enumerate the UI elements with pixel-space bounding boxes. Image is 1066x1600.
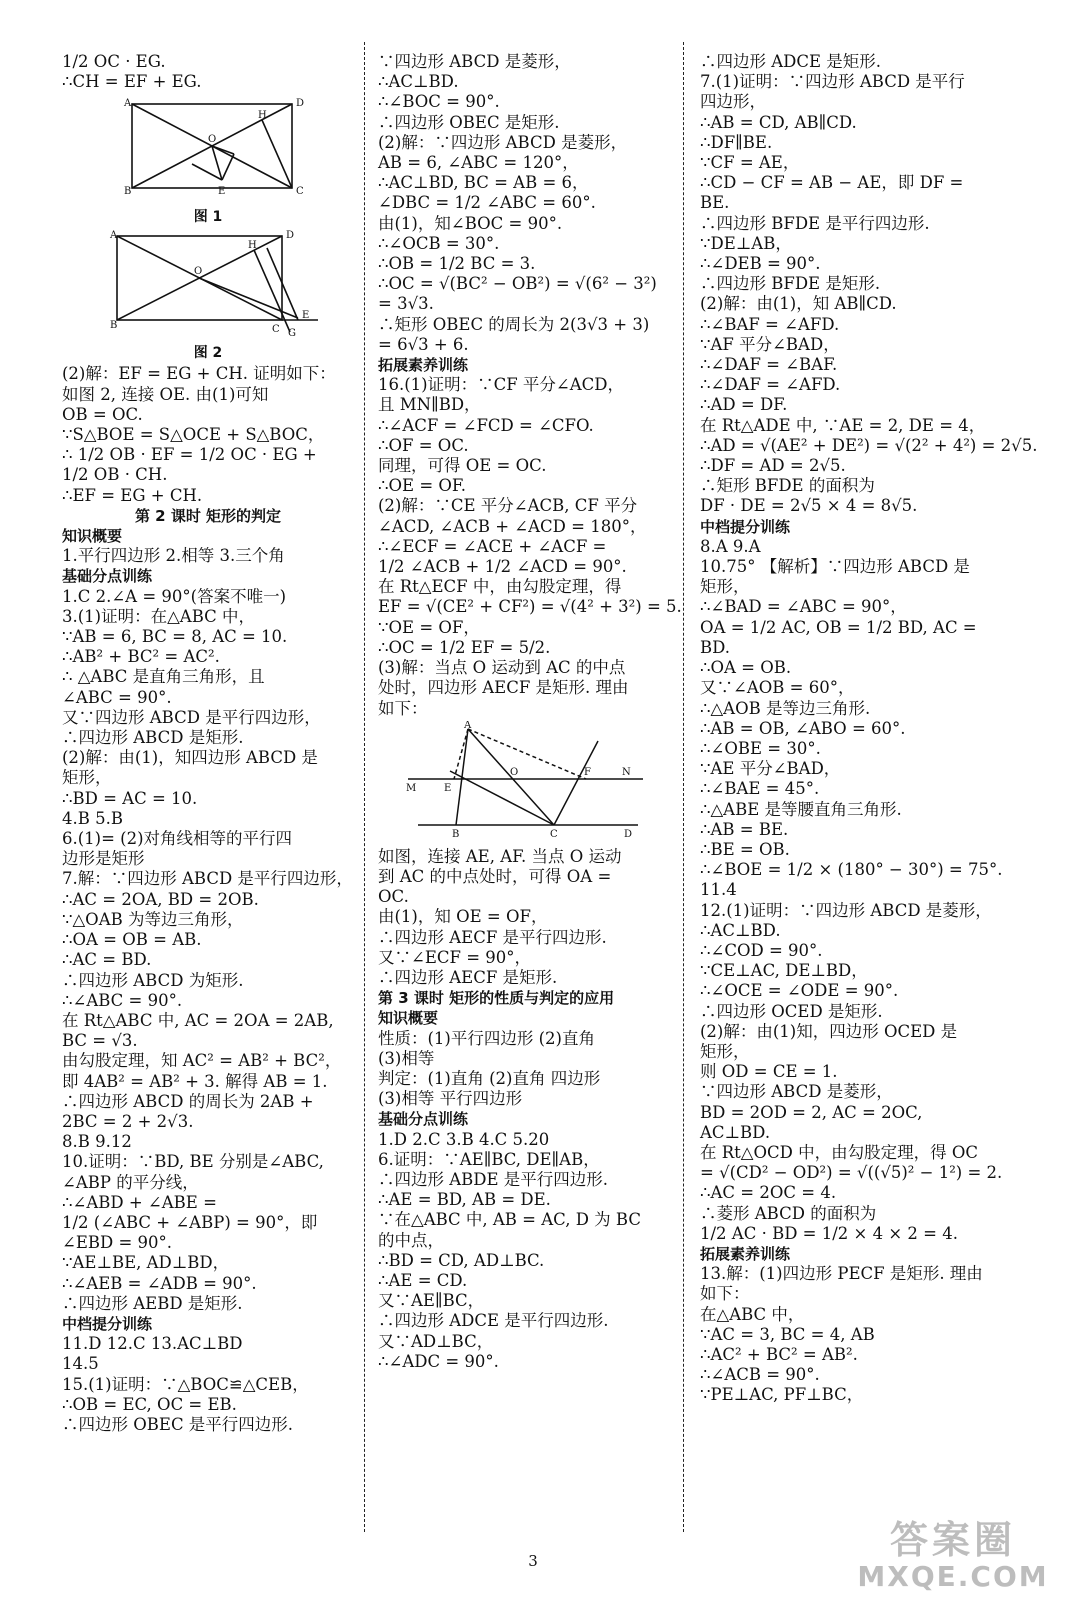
svg-text:E: E: [218, 186, 226, 198]
text-line: (2)解：∵四边形 ABCD 是菱形，: [378, 132, 628, 152]
text-line: ∴∠DEB = 90°.: [700, 254, 821, 274]
text-line: ∴∠AEB = ∠ADB = 90°.: [62, 1273, 257, 1293]
column-2: [378, 52, 682, 1372]
column-2-top-lines: [378, 52, 682, 719]
svg-text:C: C: [550, 828, 558, 840]
text-line: ∴AD = DF.: [700, 395, 788, 415]
text-line: ∴CD − CF = AB − AE，即 DF =: [700, 173, 964, 193]
text-line: 如图 2, 连接 OE. 由(1)可知: [62, 384, 269, 404]
text-line: ∴AD = √(AE² + DE²) = √(2² + 4²) = 2√5.: [700, 435, 1038, 455]
text-line: ∴AC = 2OA, BD = 2OB.: [62, 889, 259, 909]
text-line: 矩形，: [62, 768, 112, 788]
text-line: ∵AB = 6, BC = 8, AC = 10.: [62, 627, 288, 647]
text-line: AB = 6, ∠ABC = 120°，: [378, 153, 579, 173]
text-line: 在 Rt△ECF 中，由勾股定理，得: [378, 577, 622, 597]
figure-2-diagram: [62, 228, 342, 340]
text-line: 四边形，: [700, 92, 766, 112]
text-line: ∴∠ACB = 90°.: [700, 1365, 820, 1385]
text-line: (2)解：由(1)，知四边形 ABCD 是: [62, 748, 318, 768]
text-line: 6.证明：∵AE∥BC, DE∥AB，: [378, 1149, 600, 1169]
text-line: 由勾股定理，知 AC² = AB² + BC²，: [62, 1051, 342, 1071]
text-line: 11.D 12.C 13.AC⊥BD: [62, 1334, 243, 1354]
text-line: ∴OE = OF.: [378, 476, 467, 496]
text-line: ∠ACD, ∠ACB + ∠ACD = 180°，: [378, 516, 647, 536]
column-divider-1: [364, 42, 365, 1532]
text-line: ∵△OAB 为等边三角形，: [62, 909, 244, 929]
text-line: 则 OD = CE = 1.: [700, 1062, 838, 1082]
svg-text:A: A: [124, 98, 132, 110]
text-line: 且 MN∥BD，: [378, 395, 481, 415]
figure-3-diagram: [378, 721, 648, 841]
text-line: EF = √(CE² + CF²) = √(4² + 3²) = 5.: [378, 597, 682, 617]
text-line: ∴四边形 AECF 是平行四边形.: [378, 927, 607, 947]
figure-1: [62, 94, 354, 226]
figure-3: [378, 721, 670, 845]
text-line: 又∵四边形 ABCD 是平行四边形，: [62, 707, 321, 727]
text-line: ∵OE = OF，: [378, 617, 480, 637]
text-line: 1.C 2.∠A = 90°(答案不唯一): [62, 586, 287, 606]
svg-text:N: N: [622, 766, 631, 778]
text-line: ∴AB = CD, AB∥CD.: [700, 112, 857, 132]
text-line: ∵CE⊥AC, DE⊥BD，: [700, 961, 868, 981]
text-line: 由(1)，知 OE = OF，: [378, 907, 548, 927]
text-line: ∴OC = √(BC² − OB²) = √(6² − 3²): [378, 274, 657, 294]
text-line: ∴四边形 ADCE 是矩形.: [700, 52, 882, 71]
text-line: ∵PE⊥AC, PF⊥BC，: [700, 1385, 864, 1405]
svg-text:D: D: [296, 98, 305, 110]
text-line: 7.(1)证明：∵四边形 ABCD 是平行: [700, 72, 965, 92]
text-line: ∴DF∥BE.: [700, 132, 773, 152]
text-line: 15.(1)证明：∵△BOC≌△CEB，: [62, 1374, 309, 1394]
text-line: 如下：: [700, 1284, 750, 1304]
text-line: 2BC = 2 + 2√3.: [62, 1111, 194, 1131]
section-heading: 基础分点训练: [62, 567, 153, 586]
text-line: ∵CF = AE，: [700, 153, 800, 173]
section-heading: 第 2 课时 矩形的判定: [134, 506, 282, 525]
text-line: ∴AB = BE.: [700, 819, 789, 839]
text-line: ∴∠OCE = ∠ODE = 90°.: [700, 981, 899, 1001]
text-line: OB = OC.: [62, 404, 143, 424]
text-line: OC.: [378, 887, 409, 907]
text-line: ∴四边形 ABCD 为矩形.: [62, 970, 244, 990]
text-line: ∴∠OCB = 30°.: [378, 233, 500, 253]
text-line: ∴四边形 ADCE 是平行四边形.: [378, 1311, 609, 1331]
text-line: ∵AC = 3, BC = 4, AB: [700, 1324, 875, 1344]
text-line: ∴AC = 2OC = 4.: [700, 1183, 837, 1203]
page-number: 3: [528, 1552, 538, 1570]
text-line: ∴四边形 AEBD 是矩形.: [62, 1293, 243, 1313]
text-line: ∴OA = OB.: [700, 658, 792, 678]
text-line: 在 Rt△ABC 中, AC = 2OA = 2AB,: [62, 1010, 334, 1030]
svg-text:E: E: [302, 310, 310, 322]
svg-text:C: C: [296, 186, 304, 198]
text-line: ∴ △ABC 是直角三角形，且: [62, 667, 265, 687]
text-line: = 6√3 + 6.: [378, 334, 469, 354]
text-line: ∴OF = OC.: [378, 435, 469, 455]
text-line: 判定：(1)直角 (2)直角 四边形: [378, 1068, 601, 1088]
text-line: ∴四边形 ABDE 是平行四边形.: [378, 1169, 609, 1189]
text-line: 4.B 5.B: [62, 808, 123, 828]
text-line: ∵AE 平分∠BAD，: [700, 759, 841, 779]
text-line: ∴BD = AC = 10.: [62, 788, 198, 808]
section-heading: 拓展素养训练: [378, 356, 469, 375]
text-line: ∴EF = EG + CH.: [62, 485, 203, 505]
text-line: ∴∠ECF = ∠ACE + ∠ACF =: [378, 536, 607, 556]
text-line: 又∵AE∥BC，: [378, 1291, 485, 1311]
figure-2: [62, 228, 354, 362]
text-line: AC⊥BD.: [700, 1122, 771, 1142]
text-line: ∴∠BAF = ∠AFD.: [700, 314, 840, 334]
text-line: 矩形，: [700, 577, 750, 597]
text-line: 即 4AB² = AB² + 3. 解得 AB = 1.: [62, 1071, 328, 1091]
text-line: ∴OC = 1/2 EF = 5/2.: [378, 637, 551, 657]
section-heading: 第 3 课时 矩形的性质与判定的应用: [378, 989, 615, 1008]
text-line: = 3√3.: [378, 294, 434, 314]
text-line: ∴四边形 OBEC 是平行四边形.: [62, 1414, 294, 1434]
section-heading: 拓展素养训练: [700, 1244, 791, 1263]
column-1-proof: [62, 364, 354, 505]
text-line: ∴AC² + BC² = AB².: [700, 1345, 858, 1364]
text-line: ∴AC⊥BD, BC = AB = 6，: [378, 173, 589, 193]
column-2-section: [378, 847, 670, 1372]
text-line: 在 Rt△OCD 中，由勾股定理，得 OC: [700, 1142, 979, 1162]
svg-text:M: M: [406, 782, 417, 794]
svg-text:O: O: [194, 266, 203, 278]
text-line: ∴∠DAF = ∠BAF.: [700, 355, 838, 375]
text-line: 到 AC 的中点处时，可得 OA =: [378, 866, 612, 886]
svg-text:H: H: [248, 240, 257, 252]
text-line: ∴∠ADC = 90°.: [378, 1351, 499, 1371]
text-line: ∵四边形 ABCD 是菱形，: [378, 52, 571, 71]
text-line: (2)解：EF = EG + CH. 证明如下：: [62, 364, 336, 384]
figure-1-caption: 图 1: [193, 209, 223, 226]
svg-text:O: O: [208, 134, 217, 146]
text-line: 在 Rt△ADE 中, ∵AE = 2, DE = 4，: [700, 415, 986, 435]
text-line: ∴∠OBE = 30°.: [700, 738, 821, 758]
svg-text:B: B: [452, 828, 460, 840]
watermark-logo: 答案圈 MXQE.COM: [857, 1518, 1049, 1593]
text-line: ∴AC⊥BD.: [378, 72, 459, 92]
text-line: ∴四边形 ABCD 是矩形.: [62, 728, 244, 748]
text-line: 又∵∠ECF = 90°，: [378, 947, 532, 967]
text-line: (2)解：由(1)知，四边形 OCED 是: [700, 1021, 958, 1041]
text-line: BD.: [700, 637, 731, 657]
text-line: 7.解：∵四边形 ABCD 是平行四边形，: [62, 869, 353, 889]
text-line: 1.D 2.C 3.B 4.C 5.20: [378, 1129, 550, 1149]
text-line: (3)相等 平行四边形: [378, 1089, 523, 1109]
section-heading: 中档提分训练: [700, 517, 791, 536]
text-line: 又∵∠AOB = 60°，: [700, 678, 855, 698]
column-1-top-lines: [62, 52, 354, 92]
text-line: DF · DE = 2√5 × 4 = 8√5.: [700, 496, 918, 516]
text-line: 8.A 9.A: [700, 536, 761, 556]
text-line: ∴∠ACF = ∠FCD = ∠CFO.: [378, 415, 594, 435]
text-line: ∴矩形 OBEC 的周长为 2(3√3 + 3): [378, 314, 650, 334]
svg-text:G: G: [288, 328, 296, 340]
text-line: 处时，四边形 AECF 是矩形. 理由: [378, 678, 629, 698]
text-line: 又∵AD⊥BC，: [378, 1331, 494, 1351]
text-line: 14.5: [62, 1354, 99, 1374]
text-line: 13.解：(1)四边形 PECF 是矩形. 理由: [700, 1264, 983, 1284]
text-line: ∴四边形 AECF 是矩形.: [378, 967, 558, 987]
text-line: ∴∠COD = 90°.: [700, 940, 823, 960]
text-line: 1/2 AC · BD = 1/2 × 4 × 2 = 4.: [700, 1223, 958, 1243]
text-line: 的中点，: [378, 1230, 444, 1250]
svg-text:B: B: [124, 186, 132, 198]
text-line: ∵S△BOE = S△OCE + S△BOC，: [62, 425, 325, 445]
text-line: 1/2 (∠ABC + ∠ABP) = 90°，即: [62, 1212, 318, 1232]
svg-text:C: C: [272, 324, 280, 336]
text-line: 10.75° 【解析】∵四边形 ABCD 是: [700, 557, 970, 577]
text-line: ∴AC = BD.: [62, 950, 152, 970]
text-line: ∵DE⊥AB，: [700, 233, 792, 253]
text-line: ∴∠BOE = 1/2 × (180° − 30°) = 75°.: [700, 860, 1003, 880]
svg-text:B: B: [110, 320, 118, 332]
text-line: 矩形，: [700, 1041, 750, 1061]
text-line: ∴AB = OB, ∠ABO = 60°.: [700, 718, 906, 738]
text-line: 由(1)，知∠BOC = 90°.: [378, 213, 563, 233]
text-line: ∴矩形 BFDE 的面积为: [700, 476, 875, 496]
text-line: ∴BE = OB.: [700, 839, 790, 859]
text-line: 1/2 OC · EG.: [62, 52, 166, 71]
text-line: 8.B 9.12: [62, 1132, 132, 1152]
text-line: ∴∠ABC = 90°.: [62, 990, 183, 1010]
text-line: ∴AB² + BC² = AC².: [62, 647, 220, 667]
text-line: 12.(1)证明：∵四边形 ABCD 是菱形，: [700, 900, 992, 920]
text-line: ∴BD = CD, AD⊥BC.: [378, 1250, 545, 1270]
text-line: ∴∠BAD = ∠ABC = 90°，: [700, 597, 907, 617]
section-heading: 知识概要: [62, 527, 123, 546]
text-line: ∴四边形 ABCD 的周长为 2AB +: [62, 1091, 314, 1111]
text-line: ∴△AOB 是等边三角形.: [700, 698, 871, 718]
svg-text:E: E: [444, 782, 452, 794]
text-line: ∴△ABE 是等腰直角三角形.: [700, 799, 902, 819]
text-line: ∴∠DAF = ∠AFD.: [700, 375, 841, 395]
column-3-lines: [700, 52, 1038, 1406]
figure-2-caption: 图 2: [193, 345, 223, 362]
text-line: 6.(1)= (2)对角线相等的平行四: [62, 829, 293, 849]
text-line: ∴AC⊥BD.: [700, 920, 781, 940]
column-divider-2: [683, 42, 684, 1532]
svg-text:A: A: [110, 230, 118, 242]
text-line: 如下：: [378, 698, 428, 718]
text-line: BE.: [700, 193, 730, 213]
section-heading: 知识概要: [378, 1009, 439, 1028]
svg-text:F: F: [584, 766, 591, 778]
svg-text:A: A: [464, 720, 472, 731]
text-line: ∵在△ABC 中, AB = AC, D 为 BC: [378, 1210, 641, 1230]
text-line: (2)解：由(1)，知 AB∥CD.: [700, 294, 897, 314]
text-line: 1/2 OB · CH.: [62, 465, 168, 485]
text-line: ∵AF 平分∠BAD，: [700, 334, 840, 354]
text-line: ∴菱形 ABCD 的面积为: [700, 1203, 877, 1223]
column-1-section: [62, 506, 354, 1435]
text-line: ∠ABC = 90°.: [62, 687, 172, 707]
text-line: ∴四边形 OBEC 是矩形.: [378, 112, 560, 132]
text-line: ∠EBD = 90°.: [62, 1233, 173, 1253]
text-line: ∴∠ABD + ∠ABE =: [62, 1192, 217, 1212]
svg-text:H: H: [258, 110, 267, 122]
text-line: 16.(1)证明：∵CF 平分∠ACD，: [378, 375, 625, 395]
text-line: ∴四边形 BFDE 是平行四边形.: [700, 213, 930, 233]
text-line: ∵四边形 ABCD 是菱形，: [700, 1082, 893, 1102]
text-line: ∵AE⊥BE, AD⊥BD，: [62, 1253, 230, 1273]
column-1: [62, 52, 354, 1435]
text-line: ∴OB = EC, OC = EB.: [62, 1394, 237, 1414]
text-line: ∴ 1/2 OB · EF = 1/2 OC · EG +: [62, 445, 317, 465]
figure-1-diagram: [62, 94, 342, 204]
text-line: 边形是矩形: [62, 849, 145, 869]
text-line: 10.证明：∵BD, BE 分别是∠ABC,: [62, 1152, 324, 1172]
text-line: 在△ABC 中，: [700, 1304, 805, 1324]
text-line: ∴AE = CD.: [378, 1270, 468, 1290]
text-line: 性质：(1)平行四边形 (2)直角: [378, 1028, 595, 1048]
text-line: ∴OA = OB = AB.: [62, 930, 202, 950]
text-line: ∴∠BOC = 90°.: [378, 92, 500, 112]
text-line: ∴∠BAE = 45°.: [700, 779, 820, 799]
text-line: ∴四边形 BFDE 是矩形.: [700, 274, 881, 294]
section-heading: 基础分点训练: [378, 1110, 469, 1129]
text-line: ∴四边形 OCED 是矩形.: [700, 1001, 883, 1021]
section-heading: 中档提分训练: [62, 1314, 153, 1333]
text-line: ∴OB = 1/2 BC = 3.: [378, 254, 536, 274]
column-3: [700, 52, 1038, 1406]
text-line: ∠ABP 的平分线，: [62, 1172, 199, 1192]
text-line: BD = 2OD = 2, AC = 2OC,: [700, 1102, 923, 1122]
text-line: ∴CH = EF + EG.: [62, 72, 202, 92]
text-line: 如图，连接 AE, AF. 当点 O 运动: [378, 846, 622, 866]
text-line: ∴DF = AD = 2√5.: [700, 456, 846, 476]
text-line: 11.4: [700, 880, 737, 900]
text-line: BC = √3.: [62, 1031, 138, 1051]
text-line: ∠DBC = 1/2 ∠ABC = 60°.: [378, 193, 596, 213]
svg-text:D: D: [624, 828, 633, 840]
text-line: 3.(1)证明：在△ABC 中，: [62, 606, 256, 626]
text-line: 同理，可得 OE = OC.: [378, 456, 547, 476]
text-line: (2)解：∵CE 平分∠ACB, CF 平分: [378, 496, 638, 516]
text-line: 1.平行四边形 2.相等 3.三个角: [62, 546, 285, 566]
text-line: (3)解：当点 O 运动到 AC 的中点: [378, 658, 626, 678]
text-line: (3)相等: [378, 1048, 435, 1068]
text-line: 1/2 ∠ACB + 1/2 ∠ACD = 90°.: [378, 557, 627, 577]
text-line: ∴AE = BD, AB = DE.: [378, 1190, 551, 1210]
svg-text:O: O: [510, 766, 519, 778]
text-line: OA = 1/2 AC, OB = 1/2 BD, AC =: [700, 617, 977, 637]
svg-text:D: D: [286, 230, 295, 242]
text-line: = √(CD² − OD²) = √((√5)² − 1²) = 2.: [700, 1163, 1003, 1183]
